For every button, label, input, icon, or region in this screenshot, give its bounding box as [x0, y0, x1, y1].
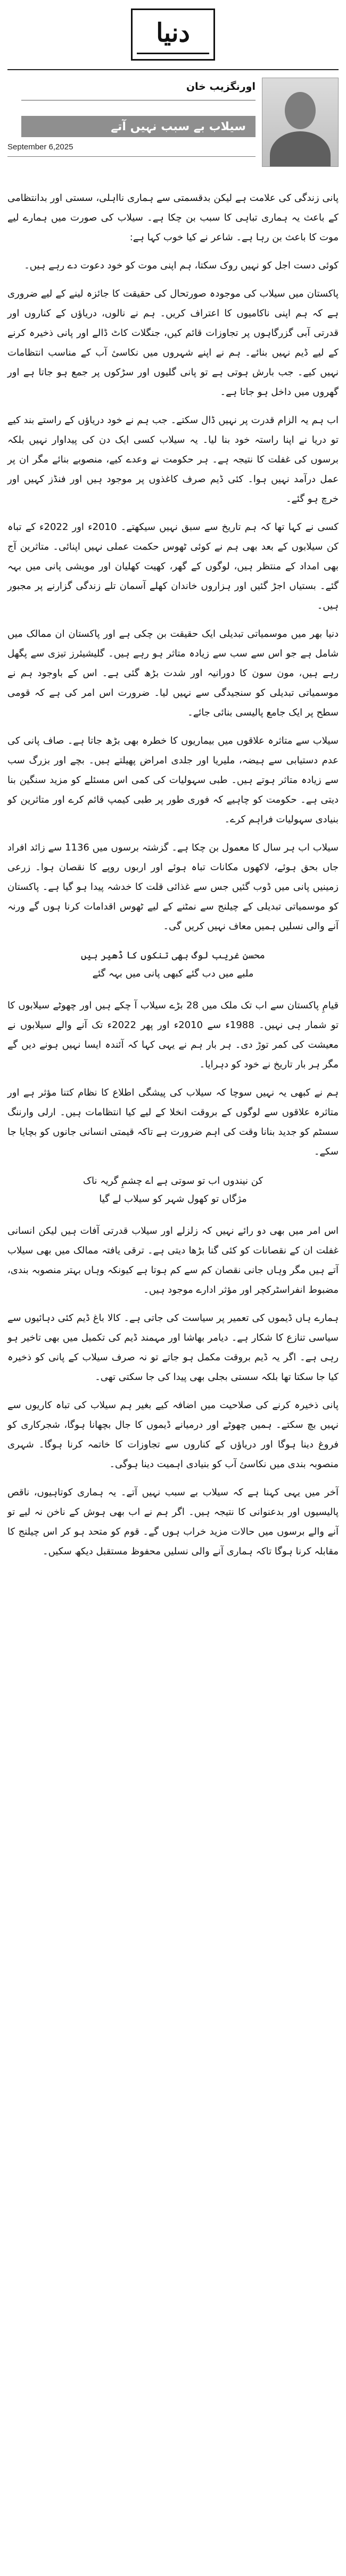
article-paragraph: ہم نے کبھی یہ نہیں سوچا کہ سیلاب کی پیشگی اطلاع کا نظام کتنا مؤثر ہے اور متاثرہ علاقوں سے لوگوں کے بروقت انخلا کے لیے کیا انتظامات ہیں۔ ارلی وارننگ سسٹم کو جدید بنانا وقت کی اہم ضرورت ہے تاکہ قیمتی انسانی جانوں کو بچایا جا سکے۔ [7, 1087, 339, 1157]
publication-date: September 6,2025 [7, 142, 73, 151]
article-paragraph: کوئی دست اجل کو نہیں روک سکتا، ہم اپنی موت کو خود دعوت دے رہے ہیں۔ [24, 260, 339, 271]
poetry-verse [7, 947, 339, 983]
dunya-logo [131, 9, 215, 61]
verse-line: ملبے میں دب گئے کبھی پانی میں بہہ گئے [92, 968, 254, 979]
divider [7, 156, 256, 157]
article-paragraph: پانی ذخیرہ کرنے کی صلاحیت میں اضافہ کیے بغیر ہم سیلاب کی تباہ کاریوں سے نہیں بچ سکتے۔ ہمیں چھوٹے اور درمیانے ڈیموں کا جال بچھانا ہوگا، شجرکاری کو فروغ دینا ہوگا اور دریاؤں کے کناروں سے تجاوزات کا خاتمہ کرنا ہوگا۔ شہری منصوبہ بندی میں نکاسیٔ آب کو بنیادی اہمیت دینا ہوگی۔ [7, 1400, 339, 1470]
author-name: اورنگزیب خان [21, 81, 256, 100]
column-title: سیلاب بے سبب نہیں آتے [111, 120, 246, 133]
article-paragraph: اس امر میں بھی دو رائے نہیں کہ زلزلے اور سیلاب قدرتی آفات ہیں لیکن انسانی غفلت ان کے نقصانات کو کئی گنا بڑھا دیتی ہے۔ ترقی یافتہ ممالک میں بھی سیلاب آتے ہیں مگر وہاں جانی نقصان کم سے کم ہوتا ہے کیونکہ وہاں بہتر منصوبہ بندی، مضبوط انفراسٹرکچر اور مؤثر ادارے موجود ہیں۔ [7, 1225, 339, 1295]
article-paragraph: اب ہم یہ الزام قدرت پر نہیں ڈال سکتے۔ جب ہم نے خود دریاؤں کے راستے بند کیے تو دریا نے اپنا راستہ خود بنا لیا۔ یہ سیلاب کسی ایک دن کی پیداوار نہیں بلکہ برسوں کی غفلت کا نتیجہ ہے۔ ہر حکومت نے وعدے کیے، منصوبے بنائے مگر ان پر عمل درآمد نہیں ہوا۔ کئی ڈیم صرف کاغذوں پر موجود ہیں اور فنڈز کہیں اور خرچ ہو گئے۔ [7, 415, 339, 504]
article-paragraph: سیلاب اب ہر سال کا معمول بن چکا ہے۔ گزشتہ برسوں میں 1136 سے زائد افراد جاں بحق ہوئے، لاکھوں مکانات تباہ ہوئے اور اربوں روپے کا نقصان ہوا۔ زرعی زمینیں پانی میں ڈوب گئیں جس سے غذائی قلت کا خدشہ پیدا ہو گیا ہے۔ پاکستان کو موسمیاتی تبدیلی کے چیلنج سے نمٹنے کے لیے ٹھوس اقدامات کرنا ہوں گے ورنہ آنے والی نسلیں ہمیں معاف نہیں کریں گی۔ [7, 842, 339, 932]
article-paragraph: آخر میں یہی کہنا ہے کہ سیلاب بے سبب نہیں آتے۔ یہ ہماری کوتاہیوں، ناقص پالیسیوں اور بدعنوانی کا نتیجہ ہیں۔ اگر ہم نے اب بھی ہوش کے ناخن نہ لیے تو آنے والے برسوں میں حالات مزید خراب ہوں گے۔ قوم کو متحد ہو کر اس چیلنج کا مقابلہ کرنا ہوگا تاکہ ہماری آنے والی نسلیں محفوظ مستقبل دیکھ سکیں۔ [7, 1487, 339, 1557]
masthead [7, 0, 339, 69]
article-paragraph: کسی نے کہا تھا کہ ہم تاریخ سے سبق نہیں سیکھتے۔ 2010ء اور 2022ء کے تباہ کن سیلابوں کے بعد بھی ہم نے کوئی ٹھوس حکمت عملی نہیں اپنائی۔ متاثرین آج بھی امداد کے منتظر ہیں، لوگوں کے گھر، کھیت کھلیان اور مویشی پانی میں بہہ گئے۔ بستیاں اجڑ گئیں اور ہزاروں خاندان کھلے آسمان تلے زندگی گزارنے پر مجبور ہیں۔ [7, 521, 339, 611]
column-header [7, 69, 339, 182]
verse-line: محسن غریب لوگ بھی تنکوں کا ڈھیر ہیں [81, 950, 265, 961]
article-paragraph: پاکستان میں سیلاب کی موجودہ صورتحال کی حقیقت کا جائزہ لینے کے لیے ضروری ہے کہ ہم اپنی ناکامیوں کا اعتراف کریں۔ ہم نے نالوں، دریاؤں کے کناروں اور قدرتی آبی گزرگاہوں پر تجاوزات قائم کیں، جنگلات کاٹ ڈالے اور پانی ذخیرہ کرنے کے لیے ڈیم نہیں بنائے۔ ہم نے اپنے شہروں میں نکاسیٔ آب کے مناسب انتظامات نہیں کیے۔ جب بارش ہوتی ہے تو پانی گلیوں اور سڑکوں پر جمع ہو جاتا ہے اور گھروں میں داخل ہو جاتا ہے۔ [7, 288, 339, 398]
poetry-verse [7, 1172, 339, 1208]
logo-text: دنیا [156, 18, 190, 48]
column-title-band [21, 116, 256, 137]
article-paragraph: قیامِ پاکستان سے اب تک ملک میں 28 بڑے سیلاب آ چکے ہیں اور چھوٹے سیلابوں کا تو شمار ہی نہیں۔ 1988ء سے 2010ء اور پھر 2022ء تک آنے والے سیلابوں نے معیشت کی کمر توڑ دی۔ ہر بار ہم نے یہی کہا کہ آئندہ ایسا نہیں ہونے دیں گے مگر ہر بار تاریخ نے خود کو دہرایا۔ [7, 1000, 339, 1070]
article-paragraph: ہمارے ہاں ڈیموں کی تعمیر پر سیاست کی جاتی ہے۔ کالا باغ ڈیم کئی دہائیوں سے سیاسی تنازع کا شکار ہے۔ دیامر بھاشا اور مہمند ڈیم کی تکمیل میں بھی تاخیر ہو رہی ہے۔ اگر یہ ڈیم بروقت مکمل ہو جاتے تو نہ صرف سیلاب کے پانی کو ذخیرہ کیا جا سکتا تھا بلکہ سستی بجلی بھی پیدا کی جا سکتی تھی۔ [7, 1312, 339, 1383]
verse-line: کن نیندوں اب تو سوتی ہے اے چشمِ گریہ ناک [83, 1175, 263, 1186]
article-paragraph: سیلاب سے متاثرہ علاقوں میں بیماریوں کا خطرہ بھی بڑھ جاتا ہے۔ صاف پانی کی عدم دستیابی سے ہیضہ، ملیریا اور جلدی امراض پھیلتے ہیں۔ بچے اور بزرگ سب سے زیادہ متاثر ہوتے ہیں۔ طبی سہولیات کی کمی اس مسئلے کو مزید سنگین بنا دیتی ہے۔ حکومت کو چاہیے کہ فوری طور پر طبی کیمپ قائم کرے اور متاثرین کو بنیادی سہولیات فراہم کرے۔ [7, 735, 339, 825]
verse-line: مژگاں تو کھول شہر کو سیلاب لے گیا [99, 1193, 247, 1205]
article-body [7, 188, 339, 1561]
article-paragraph: دنیا بھر میں موسمیاتی تبدیلی ایک حقیقت بن چکی ہے اور پاکستان ان ممالک میں شامل ہے جو اس سے سب سے زیادہ متاثر ہو رہے ہیں۔ گلیشیئرز تیزی سے پگھل رہے ہیں، مون سون کا دورانیہ اور شدت بڑھ گئی ہے۔ اس کے باوجود ہم نے موسمیاتی تبدیلی کو سنجیدگی سے نہیں لیا۔ ضرورت اس امر کی ہے کہ قومی سطح پر ایک جامع پالیسی بنائی جائے۔ [7, 628, 339, 718]
article-paragraph: پانی زندگی کی علامت ہے لیکن بدقسمتی سے ہماری نااہلی، سستی اور بدانتظامی کے باعث یہ ہماری تباہی کا سبب بن چکا ہے۔ سیلاب کی صورت میں ہمارے لیے موت کا باعث بن رہا ہے۔ شاعر نے کیا خوب کہا ہے: [7, 192, 339, 243]
author-photo [262, 78, 339, 167]
